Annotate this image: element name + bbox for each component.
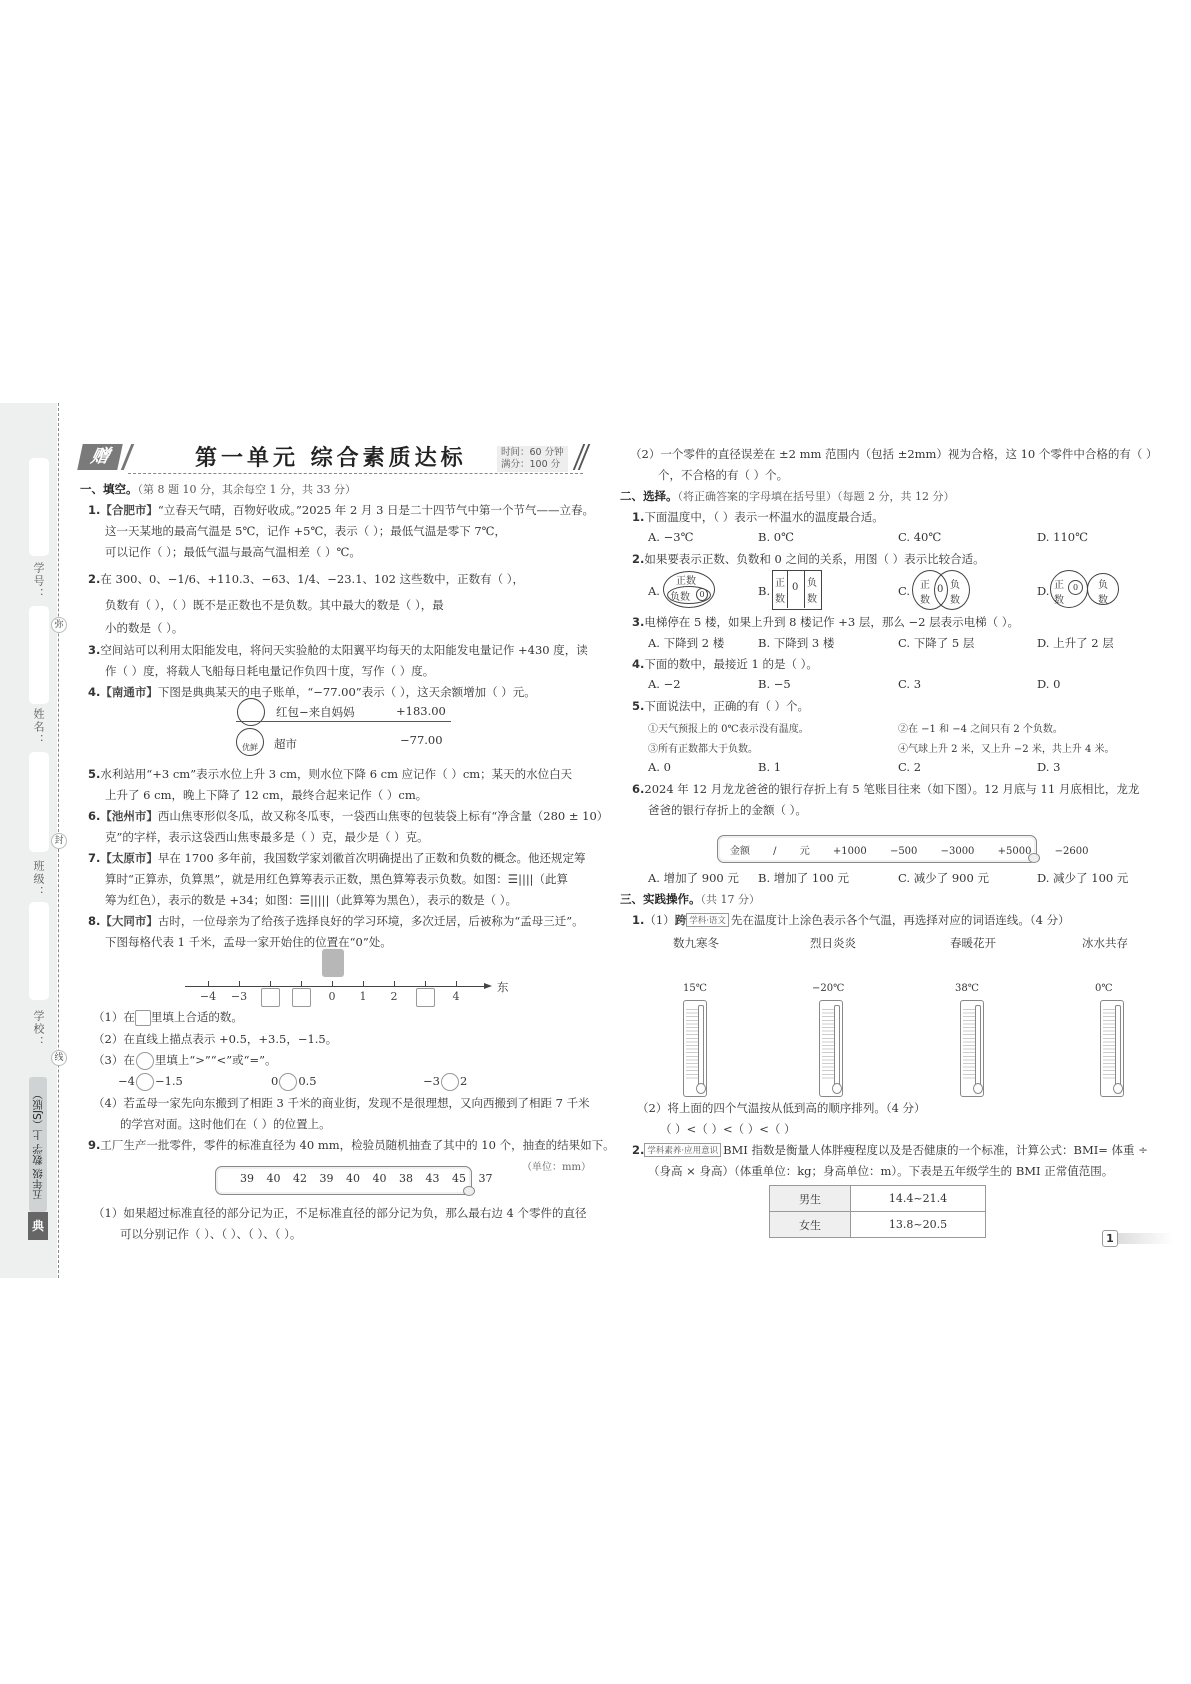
table-row — [770, 1212, 986, 1238]
diagram-label: 正数 — [676, 576, 696, 587]
q2-line-2: 负数有（ ），（ ）既不是正数也不是负数。其中最大的数是（ ），最 — [105, 598, 444, 612]
q3-line-1: 3.空间站可以利用太阳能发电，将问天实验舱的太阳翼平均每天的太阳能发电量记作 +430 度，读 — [88, 643, 588, 657]
arrow-right-icon — [484, 983, 492, 989]
diagram-label: 数 — [920, 595, 930, 606]
unit-label: （单位：mm） — [522, 1162, 591, 1173]
q7-line-3: 筹为红色），表示的数是 +34；如图：☰|||||（此算筹为黑色），表示的数是（ ）。 — [105, 893, 518, 907]
student-id-label: 学号： — [32, 562, 45, 601]
measurements: 39 40 42 39 40 40 38 43 45 37 — [240, 1172, 493, 1185]
exam-time: 时间：60 分钟 — [501, 447, 564, 458]
q1-line-1: 1.【合肥市】“立春天气晴，百物好收成。”2025 年 2 月 3 日是二十四节气中第一个节气——立春。 — [88, 503, 595, 517]
q5-line-2: 上升了 6 cm，晚上下降了 12 cm，最终合起来记作（ ）cm。 — [105, 788, 428, 802]
phrase[interactable]: 烈日炎炎 — [810, 936, 856, 950]
mc4-option-c[interactable]: C. 3 — [898, 677, 922, 691]
temperature-label: 0℃ — [1095, 983, 1113, 994]
diagram-label: 数 — [1098, 595, 1108, 606]
q2-line-1: 2.在 300、0、−1/6、+110.3、−63、1/4、−23.1、102 这些数中，正数有（ ）， — [88, 572, 525, 586]
mc3-option-c[interactable]: C. 下降了 5 层 — [898, 636, 975, 650]
q8-sub1: （1）在 里填上合适的数。 — [93, 1010, 243, 1024]
tick-label: 2 — [390, 990, 398, 1003]
circle-icon — [136, 1052, 154, 1070]
diagram-label: 0 — [937, 584, 944, 595]
q5-line-1: 5.水利站用“+3 cm”表示水位上升 3 cm，则水位下降 6 cm 应记作（ ）cm；某天的水位白天 — [88, 767, 573, 781]
diagram-label: 正 — [775, 578, 785, 589]
mc6-option-a[interactable]: A. 增加了 900 元 — [648, 871, 739, 885]
mc3-option-d[interactable]: D. 上升了 2 层 — [1037, 636, 1114, 650]
q8-line-1: 8.【大同市】古时，一位母亲为了给孩子选择良好的学习环境，多次迁居，后被称为“孟母三迁”。 — [88, 914, 584, 928]
tick — [239, 981, 240, 986]
q9-sub2-line-2: 个，不合格的有（ ）个。 — [658, 468, 789, 482]
phrase[interactable]: 数九寒冬 — [673, 936, 719, 950]
passbook-values: 金额 / 元 +1000 −500 −3000 +5000 −2600 — [730, 846, 1089, 857]
mc4-option-d[interactable]: D. 0 — [1037, 677, 1061, 691]
mc4-option-b[interactable]: B. −5 — [758, 677, 791, 691]
diagram-label: 负 — [807, 578, 817, 589]
mc2-question: 2.如果要表示正数、负数和 0 之间的关系，用图（ ）表示比较合适。 — [632, 552, 985, 566]
table-cell: 14.4~21.4 — [851, 1186, 986, 1212]
mc1-option-b[interactable]: B. 0℃ — [758, 530, 794, 544]
thermometer[interactable] — [683, 1000, 707, 1097]
page-number-bar — [1118, 1233, 1173, 1244]
statement: ②在 −1 和 −4 之间只有 2 个负数。 — [898, 724, 1063, 735]
tick-label: −4 — [199, 990, 217, 1003]
phrase[interactable]: 冰水共存 — [1082, 936, 1128, 950]
tick — [456, 981, 457, 986]
practice1-sub2: （2）将上面的四个气温按从低到高的顺序排列。（4 分） — [637, 1101, 926, 1115]
order-blanks[interactable]: （ ）<（ ）<（ ）<（ ） — [660, 1122, 796, 1136]
q3-line-2: 作（ ）度，将载人飞船每日耗电量记作负四十度，写作（ ）度。 — [105, 664, 435, 678]
statement: ③所有正数都大于负数。 — [648, 744, 758, 755]
diagram-label: 数 — [950, 595, 960, 606]
mc3-option-a[interactable]: A. 下降到 2 楼 — [648, 636, 725, 650]
tick — [301, 981, 302, 986]
q8-sub2: （2）在直线上描点表示 +0.5，+3.5，−1.5。 — [93, 1032, 338, 1046]
table-cell: 女生 — [770, 1212, 851, 1238]
q9-sub2-line-1: （2）一个零件的直径误差在 ±2 mm 范围内（包括 ±2mm）视为合格，这 10 个零件中合格的有（ ） — [630, 447, 1158, 461]
diagram-label: 负 — [1098, 580, 1108, 591]
diagram-label: 正 — [1054, 580, 1064, 591]
section-1-heading: 一、填空。（第 8 题 10 分，其余每空 1 分，共 33 分） — [80, 482, 356, 496]
class-label: 班级： — [32, 860, 45, 899]
diagram-label: 数 — [775, 594, 785, 605]
q9-sub1-line-2: 可以分别记作（ ）、（ ）、（ ）、（ ）。 — [120, 1227, 302, 1241]
box-icon — [135, 1010, 151, 1026]
gift-badge: 赠 — [77, 444, 123, 470]
number-line — [185, 986, 485, 987]
diagram-label: 负数 — [670, 592, 690, 603]
table-cell: 13.8~20.5 — [851, 1212, 986, 1238]
mc5-option-a[interactable]: A. 0 — [648, 760, 671, 774]
scroll-curl-icon — [463, 1186, 475, 1196]
practice2-line-1: 2. 学科素养·应用意识 BMI 指数是衡量人体胖瘦程度以及是否健康的一个标准，计算公式：BMI= 体重 ÷ — [632, 1143, 1148, 1157]
book-label: 五年级 数学 上（SJ版） — [29, 1077, 47, 1212]
bill-divider — [236, 721, 451, 722]
q8-sub4-line-2: 的学宫对面。这时他们在（ ）的位置上。 — [120, 1117, 331, 1131]
mc2-option-c[interactable]: C. — [898, 584, 911, 598]
exam-meta — [497, 446, 568, 472]
mc1-option-a[interactable]: A. −3℃ — [648, 530, 694, 544]
q2-line-3: 小的数是（ ）。 — [105, 621, 184, 635]
q8-sub3: （3）在 里填上“>”“<”或“=”。 — [93, 1052, 277, 1070]
name-label: 姓名： — [32, 708, 45, 747]
mc2-option-d[interactable]: D. — [1037, 584, 1050, 598]
q1-line-3: 可以记作（ ）；最低气温与最高气温相差（ ）℃。 — [105, 545, 361, 559]
slash-decoration — [121, 444, 135, 470]
bill-item-amount: −77.00 — [400, 733, 443, 747]
page-title: 第一单元 综合素质达标 — [195, 445, 467, 471]
student-id-field[interactable] — [29, 458, 49, 556]
mc6-option-b[interactable]: B. 增加了 100 元 — [758, 871, 850, 885]
q1-line-2: 这一天某地的最高气温是 5℃，记作 +5℃，表示（ ）；最低气温是零下 7℃， — [105, 524, 507, 538]
compare-item: −4 −1.5 — [118, 1073, 183, 1091]
compare-blank[interactable] — [136, 1073, 154, 1091]
table-cell: 男生 — [770, 1186, 851, 1212]
mc2-option-a[interactable]: A. — [648, 584, 660, 598]
answer-box[interactable] — [416, 988, 435, 1007]
tick — [363, 981, 364, 986]
mc5-question: 5.下面说法中，正确的有（ ）个。 — [632, 699, 810, 713]
section-2-heading: 二、选择。（将正确答案的字母填在括号里）（每题 2 分，共 12 分） — [620, 489, 955, 503]
diagram-label: 正 — [920, 580, 930, 591]
thermometer[interactable] — [1100, 1000, 1124, 1097]
cross-subject-icon: 跨 — [674, 913, 687, 927]
q6-line-2: 克”的字样，表示这袋西山焦枣最多是（ ）克，最少是（ ）克。 — [105, 830, 429, 844]
temperature-label: 38℃ — [955, 983, 979, 994]
diagram-label: 数 — [1054, 595, 1064, 606]
answer-box[interactable] — [292, 988, 311, 1007]
mc3-option-b[interactable]: B. 下降到 3 楼 — [758, 636, 835, 650]
diagram-zero: 0 — [1068, 580, 1083, 595]
page-number: 1 — [1102, 1230, 1118, 1247]
mc6-option-d[interactable]: D. 减少了 100 元 — [1037, 871, 1129, 885]
q9-sub1-line-1: （1）如果超过标准直径的部分记为正，不足标准直径的部分记为负，那么最右边 4 个零件的直径 — [93, 1206, 587, 1220]
tick-label: 4 — [452, 990, 460, 1003]
temperature-label: −20℃ — [812, 983, 845, 994]
school-field[interactable] — [29, 902, 49, 1000]
cut-mark-xian: 线 — [51, 1050, 67, 1066]
store-icon: 优鲜 — [236, 728, 264, 756]
bmi-table — [769, 1185, 986, 1238]
mc5-option-c[interactable]: C. 2 — [898, 760, 922, 774]
statement: ④气球上升 2 米，又上升 −2 米，共上升 4 米。 — [898, 744, 1115, 755]
tick-label: −3 — [230, 990, 248, 1003]
q8-sub4-line-1: （4）若孟母一家先向东搬到了相距 3 千米的商业街，发现不是很理想，又向西搬到了相距 7 千米 — [93, 1096, 590, 1110]
tick — [332, 981, 333, 986]
temperature-label: 15℃ — [683, 983, 707, 994]
direction-east-label: 东 — [497, 980, 509, 994]
subject-badge: 学科·语文 — [686, 913, 729, 927]
slash-decoration — [573, 444, 591, 470]
bill-item-amount: +183.00 — [396, 704, 446, 718]
compare-item: 0 0.5 — [271, 1073, 317, 1091]
compare-blank[interactable] — [441, 1073, 459, 1091]
mc1-question: 1.下面温度中，（ ）表示一杯温水的温度最合适。 — [632, 510, 884, 524]
q4-line-1: 4.【南通市】下图是典典某天的电子账单，“−77.00”表示（ ），这天余额增加（ ）元。 — [88, 685, 536, 699]
mc6-option-c[interactable]: C. 减少了 900 元 — [898, 871, 989, 885]
mc4-question: 4.下面的数中，最接近 1 的是（ ）。 — [632, 657, 818, 671]
name-field[interactable] — [29, 606, 49, 704]
tick — [394, 981, 395, 986]
tick — [425, 981, 426, 986]
diagram-label: 负 — [950, 580, 960, 591]
table-row — [770, 1186, 986, 1212]
q6-line-1: 6.【池州市】西山焦枣形似冬瓜，故又称冬瓜枣，一袋西山焦枣的包装袋上标有“净含量（280 ± 10） — [88, 809, 609, 823]
publisher-logo: 典 — [28, 1212, 48, 1240]
diagram-label: 数 — [807, 594, 817, 605]
tick-label: 0 — [328, 990, 336, 1003]
tick — [270, 981, 271, 986]
subject-badge: 学科素养·应用意识 — [644, 1143, 721, 1157]
bill-item-label: 红包−来自妈妈 — [276, 705, 355, 719]
thermometer[interactable] — [819, 1000, 843, 1097]
mc1-option-d[interactable]: D. 110℃ — [1037, 530, 1088, 544]
diagram-label: 0 — [792, 582, 799, 593]
q9-line-1: 9.工厂生产一批零件，零件的标准直径为 40 mm，检验员随机抽查了其中的 10 个，抽查的结果如下。 — [88, 1138, 615, 1152]
mc6-line-2: 爸爸的银行存折上的金额（ ）。 — [648, 803, 807, 817]
q8-line-2: 下图每格代表 1 千米，孟母一家开始住的位置在“0”处。 — [105, 935, 392, 949]
bill-item-label: 超市 — [274, 737, 297, 751]
practice2-line-2: （身高 × 身高）（体重单位：kg；身高单位：m）。下表是五年级学生的 BMI 正常值范围。 — [648, 1164, 1114, 1178]
mc5-option-d[interactable]: D. 3 — [1037, 760, 1061, 774]
mencius-mother-figure-icon — [322, 949, 344, 977]
tick — [208, 981, 209, 986]
phrase[interactable]: 春暖花开 — [950, 936, 996, 950]
mc3-question: 3.电梯停在 5 楼，如果上升到 8 楼记作 +3 层，那么 −2 层表示电梯（ ）。 — [632, 615, 1020, 629]
header-divider — [128, 473, 583, 474]
exam-full-score: 满分：100 分 — [501, 459, 561, 470]
mc6-line-1: 6.2024 年 12 月龙龙爸爸的银行存折上有 5 笔账目往来（如下图）。12 月底与 11 月底相比，龙龙 — [632, 782, 1140, 796]
answer-box[interactable] — [261, 988, 280, 1007]
section-3-heading: 三、实践操作。（共 17 分） — [620, 892, 760, 906]
diagram-zero: 0 — [696, 588, 708, 601]
q7-line-2: 算时“正算赤，负算黑”，就是用红色算筹表示正数，黑色算筹表示负数。如图：☰||||（此算 — [105, 872, 569, 886]
compare-blank[interactable] — [279, 1073, 297, 1091]
cut-mark-mi: 弥 — [51, 617, 67, 633]
mc2-option-b[interactable]: B. — [758, 584, 771, 598]
mc5-option-b[interactable]: B. 1 — [758, 760, 782, 774]
thermometer[interactable] — [960, 1000, 984, 1097]
practice1-sub1: 1.（1）跨 学科·语文 先在温度计上涂色表示各个气温，再选择对应的词语连线。（4 分） — [632, 913, 1070, 927]
class-field[interactable] — [29, 752, 49, 852]
q7-line-1: 7.【太原市】早在 1700 多年前，我国数学家刘徽首次明确提出了正数和负数的概念。他还规定筹 — [88, 851, 586, 865]
statement: ①天气预报上的 0℃表示没有温度。 — [648, 724, 809, 735]
mc1-option-c[interactable]: C. 40℃ — [898, 530, 942, 544]
mc4-option-a[interactable]: A. −2 — [648, 677, 681, 691]
tick-label: 1 — [359, 990, 367, 1003]
school-label: 学校： — [32, 1010, 45, 1049]
cut-mark-feng: 封 — [51, 833, 67, 849]
compare-item: −3 2 — [423, 1073, 467, 1091]
